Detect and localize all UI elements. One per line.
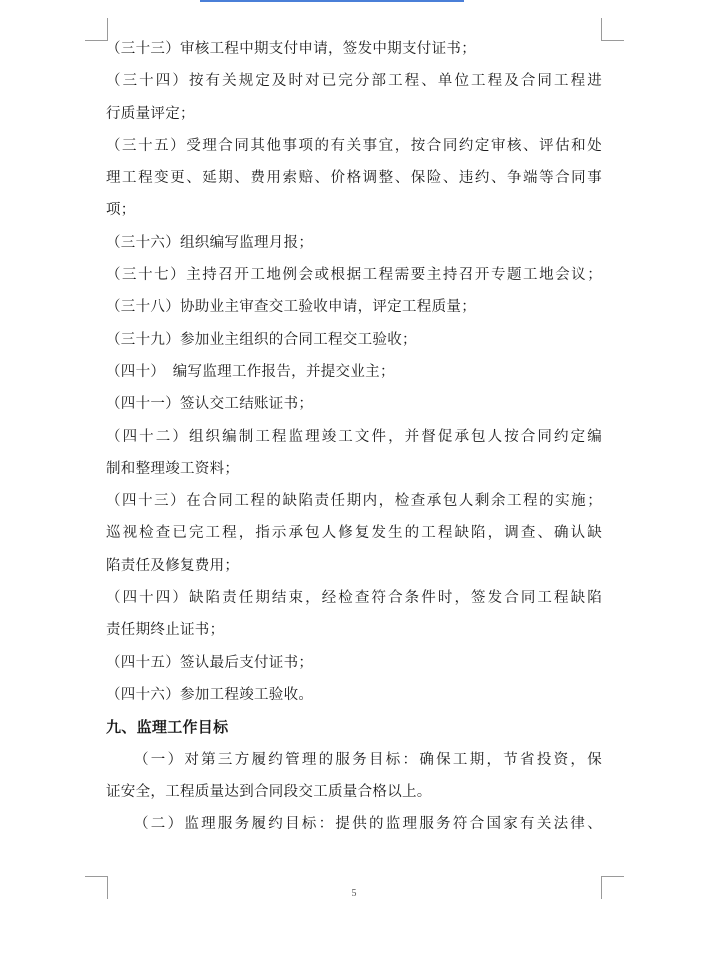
section-heading: 九、监理工作目标 bbox=[106, 718, 229, 737]
goal-text-line: （一）对第三方履约管理的服务目标：确保工期，节省投资，保 bbox=[134, 751, 602, 768]
duties-list bbox=[106, 33, 602, 711]
goal-text-line: 证安全，工程质量达到合同段交工质量合格以上。 bbox=[106, 783, 432, 800]
text-line: （三十六）组织编写监理月报； bbox=[106, 234, 314, 251]
text-line: （三十八）协助业主审查交工验收申请，评定工程质量； bbox=[106, 299, 476, 316]
text-line: （四十四）缺陷责任期结束，经检查符合条件时，签发合同工程缺陷 bbox=[106, 590, 602, 607]
page-corner-mark-top-left bbox=[85, 18, 108, 41]
text-line: 理工程变更、延期、费用索赔、价格调整、保险、违约、争端等合同事 bbox=[106, 170, 602, 187]
text-line: （四十二）组织编制工程监理竣工文件，并督促承包人按合同约定编 bbox=[106, 428, 602, 445]
text-line: （三十九）参加业主组织的合同工程交工验收； bbox=[106, 331, 417, 348]
text-line: 行质量评定； bbox=[106, 105, 195, 122]
text-line: 巡视检查已完工程，指示承包人修复发生的工程缺陷，调查、确认缺 bbox=[106, 525, 602, 542]
text-line: （四十一）签认交工结账证书； bbox=[106, 396, 314, 413]
text-line: 项； bbox=[106, 202, 136, 219]
page-corner-mark-top-right bbox=[601, 18, 624, 41]
text-line: （四十三）在合同工程的缺陷责任期内，检查承包人剩余工程的实施； bbox=[106, 493, 602, 510]
page-number: 5 bbox=[351, 888, 357, 899]
text-line: （四十五）签认最后支付证书； bbox=[106, 654, 314, 671]
text-line: （三十三）审核工程中期支付申请，签发中期支付证书； bbox=[106, 41, 476, 57]
goal-text-line: （二）监理服务履约目标：提供的监理服务符合国家有关法律、 bbox=[134, 816, 602, 833]
text-line: （四十） 编写监理工作报告，并提交业主； bbox=[106, 363, 395, 380]
text-line: 责任期终止证书； bbox=[106, 622, 225, 639]
top-accent-bar bbox=[200, 0, 464, 2]
text-line: 陷责任及修复费用； bbox=[106, 557, 240, 574]
text-line: （三十五）受理合同其他事项的有关事宜，按合同约定审核、评估和处 bbox=[106, 137, 602, 154]
text-line: 制和整理竣工资料； bbox=[106, 460, 240, 477]
text-line: （三十七）主持召开工地例会或根据工程需要主持召开专题工地会议； bbox=[106, 267, 602, 284]
goals-paragraphs bbox=[106, 744, 602, 841]
text-line: （三十四）按有关规定及时对已完分部工程、单位工程及合同工程进 bbox=[106, 73, 602, 90]
document-body bbox=[106, 33, 602, 840]
text-line: （四十六）参加工程竣工验收。 bbox=[106, 686, 314, 703]
